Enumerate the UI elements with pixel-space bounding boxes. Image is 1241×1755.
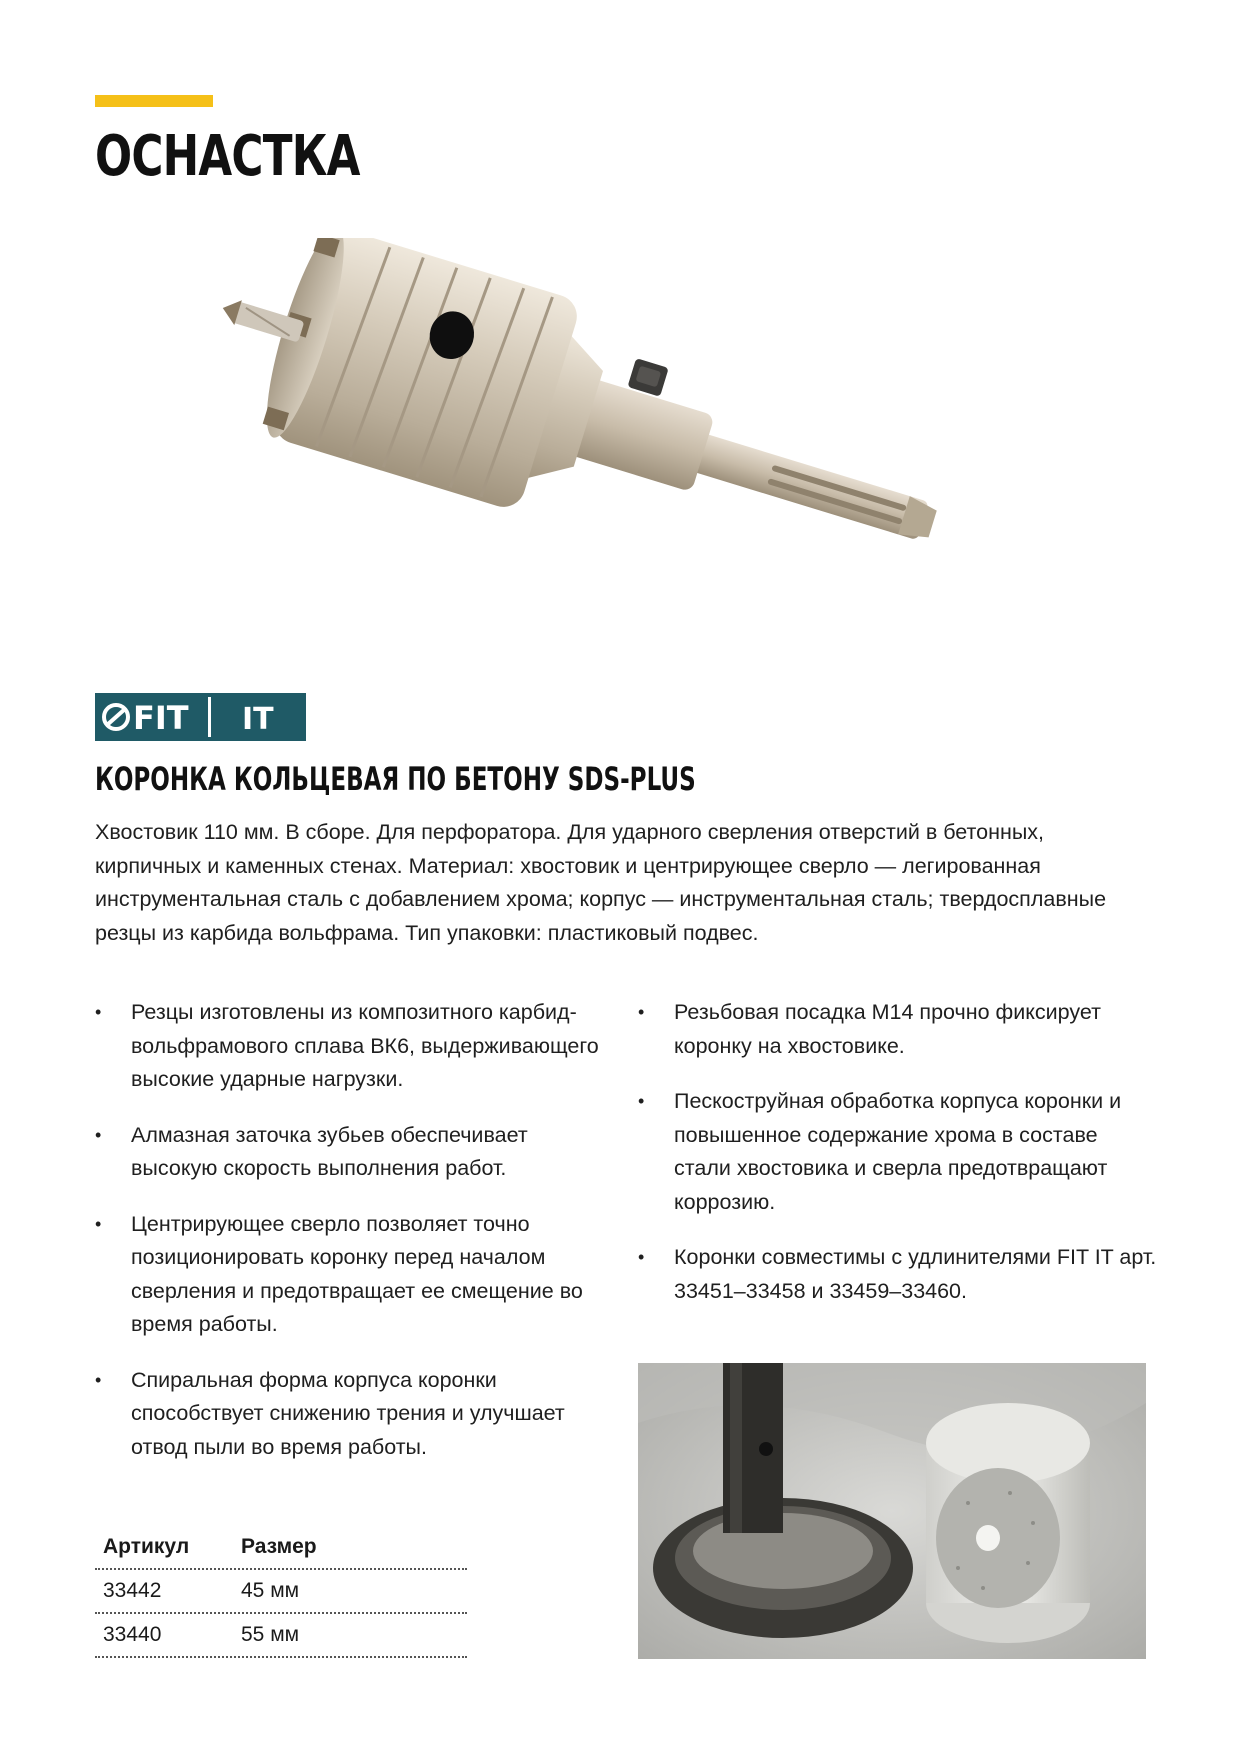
product-title: КОРОНКА КОЛЬЦЕВАЯ ПО БЕТОНУ SDS-PLUS — [95, 760, 696, 798]
spec-table — [95, 1526, 467, 1658]
accent-bar — [95, 95, 213, 107]
bullet-icon: • — [638, 1091, 645, 1111]
brand-part2: IT — [242, 702, 274, 737]
bullet-icon: • — [638, 1002, 645, 1022]
bullet-icon: • — [95, 1213, 102, 1234]
size-cell: 45 мм — [241, 1579, 300, 1602]
features-right — [638, 996, 1158, 1330]
table-row — [95, 1614, 467, 1658]
table-row — [95, 1570, 467, 1614]
feature-item: • Центрирующее сверло позволяет точно позиционировать коронку перед началом сверления и предотвращает ее смещение во время работы. — [95, 1208, 615, 1342]
product-description: Хвостовик 110 мм. В сборе. Для перфоратора. Для ударного сверления отверстий в бетонных, кирпичных и каменных стенах. Материал: хвостовик и центрирующее сверло — легированная инструментальная сталь с добавлением хрома; корпус — инструментальная сталь; твердосплавные резцы из карбида вольфрама. Тип упаковки: пластиковый подвес. — [95, 820, 1107, 945]
article-cell: 33440 — [103, 1623, 162, 1646]
bullet-icon: • — [95, 1369, 102, 1390]
feature-item: • Пескоструйная обработка корпуса коронки и повышенное содержание хрома в составе стали хвостовика и сверла предотвращают коррозию. — [638, 1085, 1158, 1219]
spec-table-header — [95, 1526, 467, 1570]
header-size: Размер — [241, 1535, 317, 1558]
usage-photo — [638, 1363, 1146, 1659]
feature-item: • Резьбовая посадка М14 прочно фиксирует коронку на хвостовике. — [638, 996, 1158, 1063]
brand-part1: FIT — [133, 699, 189, 737]
features-left — [95, 996, 615, 1486]
header-article: Артикул — [103, 1535, 190, 1558]
section-title: ОСНАСТКА — [95, 124, 360, 189]
feature-item: • Спиральная форма корпуса коронки способствует снижению трения и улучшает отвод пыли во время работы. — [95, 1364, 615, 1465]
article-cell: 33442 — [103, 1579, 162, 1602]
feature-item: • Коронки совместимы с удлинителями FIT IT арт. 33451–33458 и 33459–33460. — [638, 1241, 1158, 1308]
feature-item: • Резцы изготовлены из композитного карбид-вольфрамового сплава ВК6, выдерживающего высокие ударные нагрузки. — [95, 996, 615, 1097]
bullet-icon: • — [95, 1002, 102, 1022]
fit-it-logo — [95, 693, 306, 741]
bullet-icon: • — [95, 1124, 102, 1145]
size-cell: 55 мм — [241, 1623, 300, 1646]
bullet-icon: • — [638, 1247, 645, 1267]
feature-item: • Алмазная заточка зубьев обеспечивает высокую скорость выполнения работ. — [95, 1119, 615, 1186]
core-drill-bit-image — [220, 238, 1020, 598]
